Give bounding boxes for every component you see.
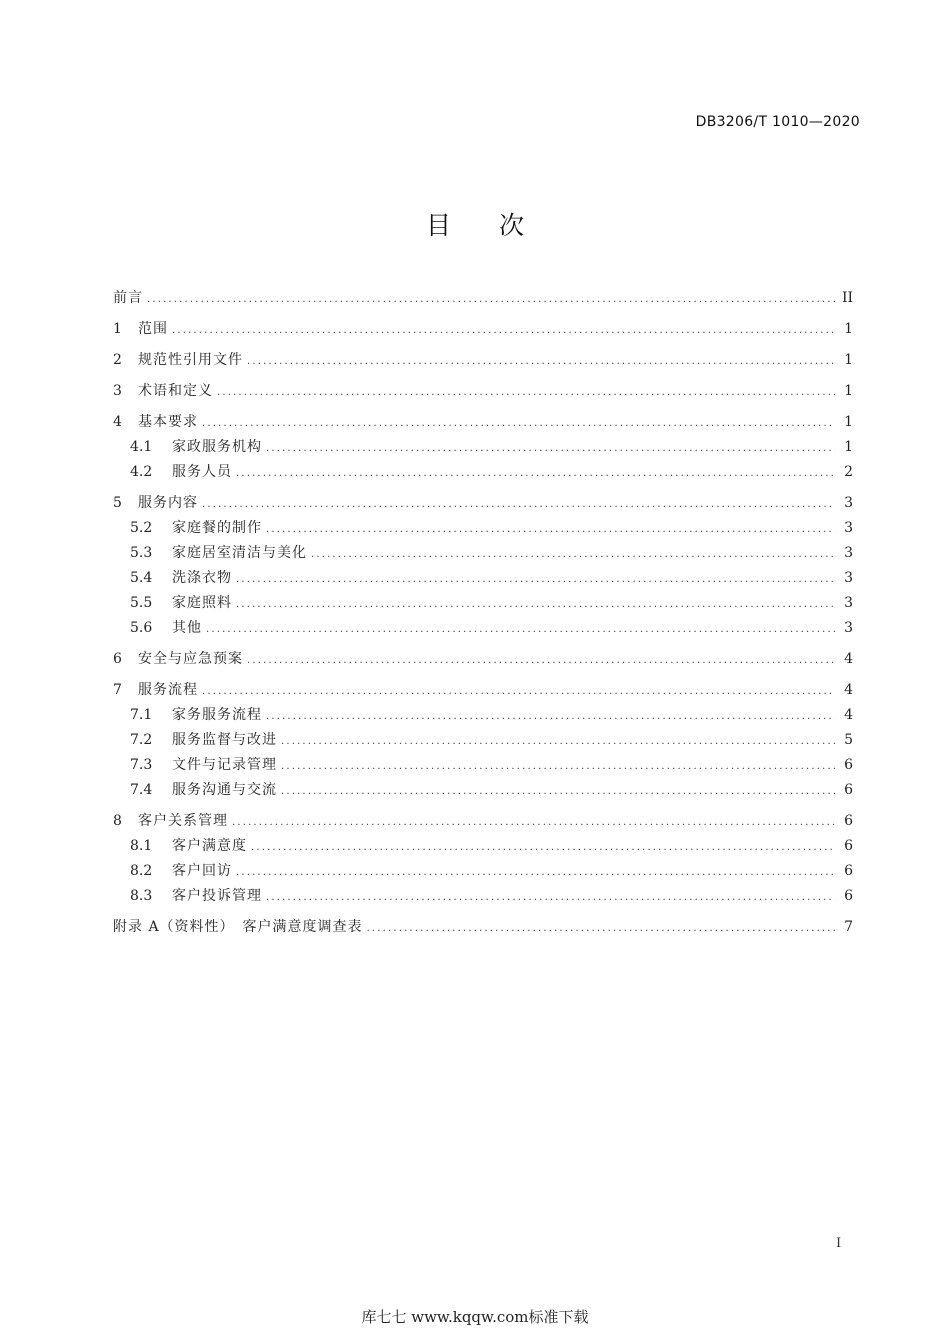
toc-dot-leader bbox=[247, 647, 835, 672]
toc-entry-label: 文件与记录管理 bbox=[172, 757, 277, 773]
toc-entry-page: 3 bbox=[844, 620, 853, 636]
toc-entry-page: 3 bbox=[844, 570, 853, 586]
toc-entry-label: 家庭餐的制作 bbox=[172, 520, 262, 536]
toc-entry-label: 服务沟通与交流 bbox=[172, 782, 277, 798]
toc-dot-leader bbox=[202, 678, 835, 703]
toc-dot-leader bbox=[281, 753, 835, 778]
toc-entry-label: 范围 bbox=[138, 321, 168, 337]
toc-entry-page: 4 bbox=[844, 651, 853, 667]
toc-entry-page: 6 bbox=[844, 782, 853, 798]
toc-dot-leader bbox=[266, 435, 835, 460]
toc-entry-number: 5 bbox=[113, 495, 122, 511]
toc-dot-leader bbox=[202, 410, 835, 435]
toc-entry[interactable] bbox=[113, 616, 853, 641]
toc-entry[interactable] bbox=[113, 678, 853, 703]
toc-entry[interactable] bbox=[113, 753, 853, 778]
toc-entry-page: 1 bbox=[844, 383, 853, 399]
toc-entry-label: 安全与应急预案 bbox=[138, 651, 243, 667]
page-title: 目次 bbox=[425, 211, 572, 240]
toc-entry-page: 1 bbox=[844, 439, 853, 455]
toc-entry-number: 4 bbox=[113, 414, 122, 430]
toc-entry-label: 服务人员 bbox=[172, 464, 232, 480]
toc-dot-leader bbox=[236, 566, 835, 591]
toc-entry-page: 6 bbox=[844, 888, 853, 904]
toc-entry-number: 8.1 bbox=[130, 838, 153, 854]
toc-entry-page: 4 bbox=[844, 682, 853, 698]
toc-entry-number: 7.3 bbox=[130, 757, 153, 773]
toc-entry-label: 附录 A（资料性） 客户满意度调查表 bbox=[113, 919, 363, 935]
toc-entry-page: 6 bbox=[844, 863, 853, 879]
toc-entry-number: 1 bbox=[113, 321, 122, 337]
toc-entry[interactable] bbox=[113, 915, 853, 940]
toc-dot-leader bbox=[202, 491, 835, 516]
toc-dot-leader bbox=[247, 348, 835, 373]
toc-entry-label: 服务流程 bbox=[138, 682, 198, 698]
toc-entry-number: 8.2 bbox=[130, 863, 153, 879]
footer-watermark: 库七七 www.kqqw.com标准下载 bbox=[361, 1308, 589, 1326]
toc-entry-number: 8.3 bbox=[130, 888, 153, 904]
toc-entry[interactable] bbox=[113, 647, 853, 672]
toc-entry-page: 5 bbox=[844, 732, 853, 748]
toc-entry-number: 8 bbox=[113, 813, 122, 829]
document-code: DB3206/T 1010—2020 bbox=[695, 114, 860, 130]
toc-entry-number: 6 bbox=[113, 651, 122, 667]
toc-entry-label: 家庭居室清洁与美化 bbox=[172, 545, 307, 561]
toc-entry-number: 3 bbox=[113, 383, 122, 399]
toc-entry-label: 服务内容 bbox=[138, 495, 198, 511]
toc-entry-label: 客户关系管理 bbox=[138, 813, 228, 829]
toc-dot-leader bbox=[236, 859, 835, 884]
toc-entry-page: 3 bbox=[844, 520, 853, 536]
toc-dot-leader bbox=[251, 834, 835, 859]
toc-entry[interactable] bbox=[113, 286, 853, 311]
toc-dot-leader bbox=[232, 809, 835, 834]
toc-entry-page: 3 bbox=[844, 595, 853, 611]
toc-entry-label: 家庭照料 bbox=[172, 595, 232, 611]
toc-dot-leader bbox=[281, 728, 835, 753]
toc-dot-leader bbox=[266, 703, 835, 728]
toc-entry-number: 5.2 bbox=[130, 520, 153, 536]
toc-dot-leader bbox=[236, 460, 835, 485]
toc-entry-page: 1 bbox=[844, 352, 853, 368]
toc-entry-label: 家务服务流程 bbox=[172, 707, 262, 723]
toc-entry-number: 5.5 bbox=[130, 595, 153, 611]
toc-entry-number: 5.3 bbox=[130, 545, 153, 561]
toc-entry-page: 6 bbox=[844, 757, 853, 773]
table-of-contents bbox=[113, 286, 853, 940]
toc-entry[interactable] bbox=[113, 566, 853, 591]
toc-entry-label: 洗涤衣物 bbox=[172, 570, 232, 586]
toc-dot-leader bbox=[236, 591, 835, 616]
toc-entry[interactable] bbox=[113, 348, 853, 373]
toc-entry-page: 6 bbox=[844, 838, 853, 854]
toc-entry-label: 术语和定义 bbox=[138, 383, 213, 399]
toc-entry[interactable] bbox=[113, 834, 853, 859]
toc-entry-label: 客户满意度 bbox=[172, 838, 247, 854]
toc-entry[interactable] bbox=[113, 859, 853, 884]
toc-dot-leader bbox=[172, 317, 835, 342]
toc-entry-page: 1 bbox=[844, 321, 853, 337]
toc-entry[interactable] bbox=[113, 379, 853, 404]
toc-entry-number: 4.2 bbox=[130, 464, 153, 480]
toc-entry[interactable] bbox=[113, 703, 853, 728]
toc-entry-number: 7 bbox=[113, 682, 122, 698]
toc-dot-leader bbox=[266, 884, 835, 909]
toc-entry-number: 2 bbox=[113, 352, 122, 368]
toc-dot-leader bbox=[266, 516, 835, 541]
toc-entry[interactable] bbox=[113, 884, 853, 909]
toc-entry-number: 7.4 bbox=[130, 782, 153, 798]
toc-entry-label: 其他 bbox=[172, 620, 202, 636]
toc-entry-label: 规范性引用文件 bbox=[138, 352, 243, 368]
toc-entry[interactable] bbox=[113, 541, 853, 566]
toc-entry-page: 4 bbox=[844, 707, 853, 723]
toc-entry[interactable] bbox=[113, 591, 853, 616]
toc-entry-label: 基本要求 bbox=[138, 414, 198, 430]
toc-entry-page: II bbox=[841, 290, 853, 306]
toc-entry-label: 客户投诉管理 bbox=[172, 888, 262, 904]
toc-entry[interactable] bbox=[113, 491, 853, 516]
toc-entry-number: 7.1 bbox=[130, 707, 153, 723]
toc-entry-page: 6 bbox=[844, 813, 853, 829]
toc-entry[interactable] bbox=[113, 410, 853, 435]
toc-dot-leader bbox=[217, 379, 835, 404]
toc-entry[interactable] bbox=[113, 778, 853, 803]
toc-entry-number: 4.1 bbox=[130, 439, 153, 455]
toc-entry-page: 7 bbox=[844, 919, 853, 935]
toc-entry-label: 服务监督与改进 bbox=[172, 732, 277, 748]
toc-dot-leader bbox=[367, 915, 835, 940]
page-number: I bbox=[836, 1236, 842, 1251]
toc-entry[interactable] bbox=[113, 809, 853, 834]
toc-dot-leader bbox=[206, 616, 835, 641]
toc-entry-label: 前言 bbox=[113, 290, 143, 306]
toc-entry-number: 7.2 bbox=[130, 732, 153, 748]
toc-entry-number: 5.4 bbox=[130, 570, 153, 586]
toc-entry[interactable] bbox=[113, 728, 853, 753]
toc-entry-page: 1 bbox=[844, 414, 853, 430]
toc-entry-page: 3 bbox=[844, 545, 853, 561]
toc-entry[interactable] bbox=[113, 516, 853, 541]
toc-entry[interactable] bbox=[113, 460, 853, 485]
toc-dot-leader bbox=[311, 541, 835, 566]
toc-entry-label: 家政服务机构 bbox=[172, 439, 262, 455]
toc-dot-leader bbox=[147, 286, 835, 311]
toc-entry-page: 3 bbox=[844, 495, 853, 511]
toc-entry[interactable] bbox=[113, 317, 853, 342]
toc-entry-number: 5.6 bbox=[130, 620, 153, 636]
toc-dot-leader bbox=[281, 778, 835, 803]
toc-entry-label: 客户回访 bbox=[172, 863, 232, 879]
toc-entry-page: 2 bbox=[844, 464, 853, 480]
toc-entry[interactable] bbox=[113, 435, 853, 460]
